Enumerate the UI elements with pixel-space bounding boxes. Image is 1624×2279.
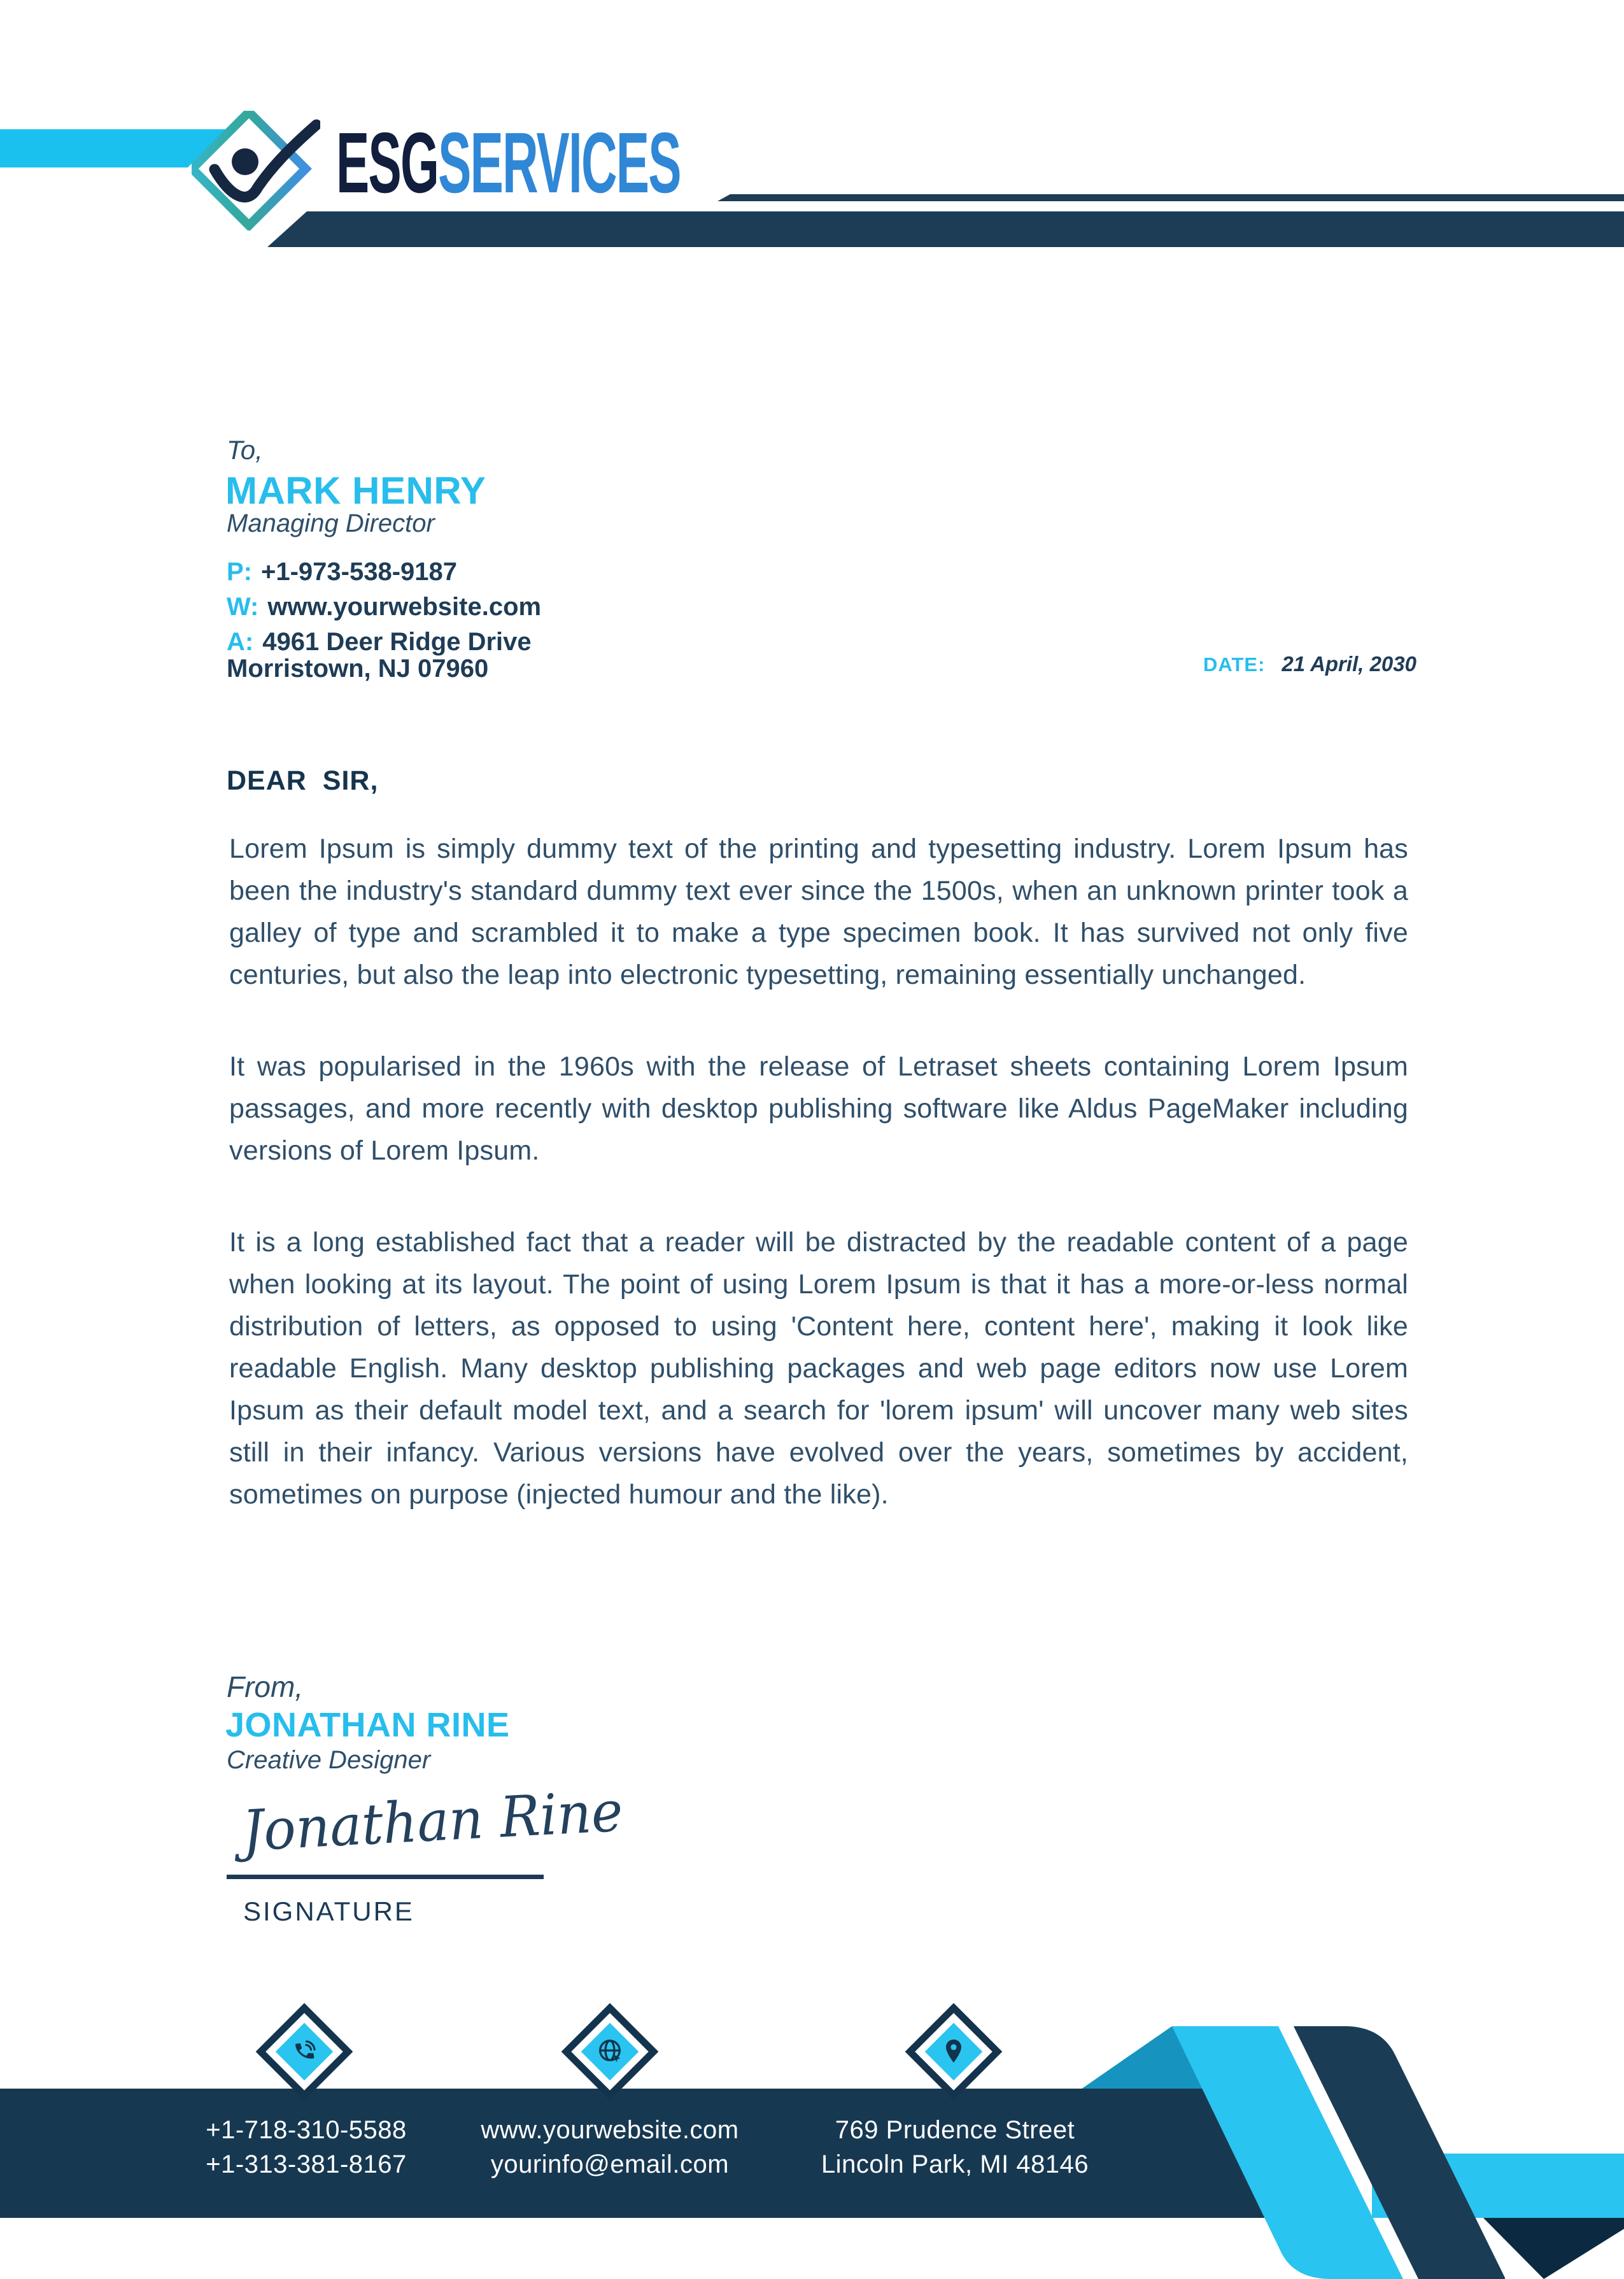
paragraph-3: It is a long established fact that a reader will be distracted by the readable content of a page when looking at its layout. The point of using Lorem Ipsum is that it has a more-or-less normal distribution of letters, as opposed to using 'Content here, content here', making it look like readable English. Many desktop publishing packages and web page editors now use Lorem Ipsum as their default model text, and a search for 'lorem ipsum' will uncover many web sites still in their infancy. Various versions have evolved over the years, sometimes by accident, sometimes on purpose (injected humour and the like). [229,1227,1408,1510]
brand-wordmark [336,115,681,211]
handwritten-signature: Jonathan Rine [241,1778,625,1864]
footer-web-column [419,2113,801,2182]
globe-icon [590,2031,630,2072]
recipient-title: Managing Director [227,509,435,537]
logo-diamond-icon [192,112,316,225]
footer-address-line1: 769 Prudence Street [835,2116,1075,2144]
footer-address-line2: Lincoln Park, MI 48146 [821,2150,1089,2178]
footer-address-column [764,2113,1146,2182]
header-navy-stripe [267,211,1624,247]
date-value: 21 April, 2030 [1282,652,1416,676]
sender-title: Creative Designer [227,1746,431,1774]
brand-secondary-text: SERVICES [438,115,681,211]
recipient-address-line2: Morristown, NJ 07960 [227,655,489,683]
header-thin-rule [717,194,1624,201]
signature-rule [227,1875,544,1879]
from-label: From, [227,1670,304,1703]
recipient-website: www.yourwebsite.com [267,593,542,621]
paragraph-1: Lorem Ipsum is simply dummy text of the printing and typesetting industry. Lorem Ipsum has been the industry's standard dummy text ever since the 1500s, when an unknown printer took a galley of type and scrambled it to make a type specimen book. It has survived not only five centuries, but also the leap into electronic typesetting, remaining essentially unchanged. [229,834,1408,990]
paragraph-2: It was popularised in the 1960s with the release of Letraset sheets containing Lorem Ipsum passages, and more recently with desktop publishing software like Aldus PageMaker including versions of Lorem Ipsum. [229,1051,1408,1166]
date-row [1203,652,1416,676]
footer-website: www.yourwebsite.com [481,2116,739,2144]
footer-address-diamond [905,2003,1002,2100]
phone-label: P: [227,558,252,586]
footer-web-diamond [561,2003,658,2100]
logo-person-head [232,148,258,175]
footer-email: yourinfo@email.com [490,2150,730,2178]
sender-name: JONATHAN RINE [225,1706,510,1744]
recipient-website-row [227,593,541,621]
address-label: A: [227,628,254,656]
map-pin-icon [933,2031,974,2072]
to-label: To, [227,435,263,465]
company-logo [192,111,320,231]
phone-icon [284,2031,325,2072]
footer-phone-2: +1-313-381-8167 [206,2150,407,2178]
footer-phone-diamond [256,2003,353,2100]
brand-primary-text: ESG [336,115,439,211]
recipient-phone: +1-973-538-9187 [261,558,458,586]
recipient-address-line1: 4961 Deer Ridge Drive [262,628,532,656]
signature-label: SIGNATURE [243,1896,414,1926]
salutation: DEAR SIR, [227,765,379,796]
date-label: DATE: [1203,653,1266,676]
recipient-name: MARK HENRY [225,469,486,512]
website-label: W: [227,593,259,621]
recipient-phone-row [227,558,457,586]
footer-phone-1: +1-718-310-5588 [206,2116,407,2144]
letter-body [229,828,1408,1565]
recipient-address-row [227,628,532,657]
